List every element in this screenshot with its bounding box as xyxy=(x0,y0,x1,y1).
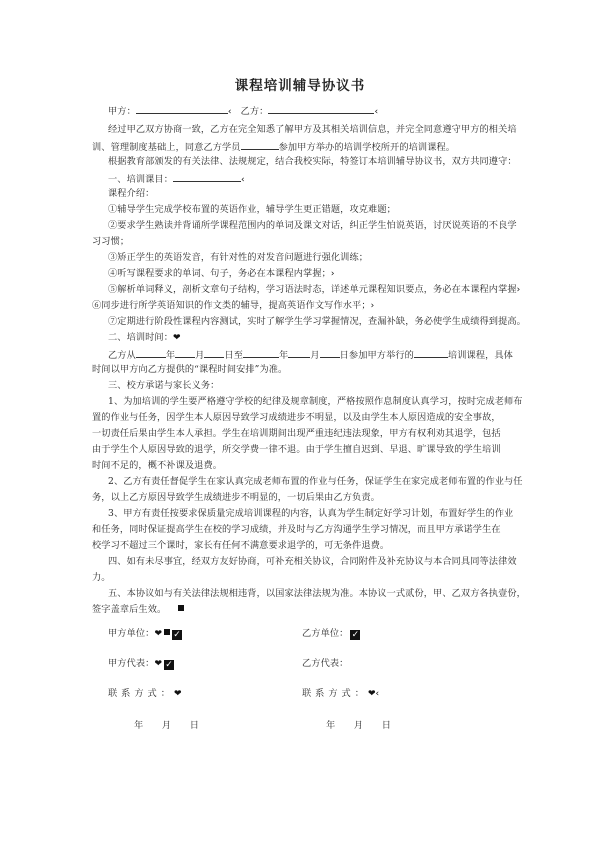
sign-a-rep-line xyxy=(108,658,174,670)
clause-2-line-2: 务，以上乙方原因导致学生成绩进步不明显的，一切后果由乙方负责。 xyxy=(92,492,380,503)
course-name-field[interactable] xyxy=(414,348,448,358)
course-item-4-line xyxy=(108,268,335,280)
course-intro-heading: 课程介绍： xyxy=(108,188,155,199)
clause-1-line-5: 时间不足的，概不补课及退费。 xyxy=(92,460,223,471)
sign-a-contact-label: 联系方式： xyxy=(108,688,174,699)
chevron-left-icon: ‹ xyxy=(374,107,379,117)
intro-line-2a: 训、管理制度基础上，同意乙方学员 xyxy=(92,142,241,153)
square-icon xyxy=(178,605,184,611)
time-text-course: 培训课程，具体 xyxy=(447,350,513,361)
section-2-heading: 二、培训时间： xyxy=(108,332,174,343)
date-b: 年 月 日 xyxy=(326,720,392,731)
heart-icon: ❤ xyxy=(367,689,376,699)
sign-b-rep-line xyxy=(302,658,348,670)
course-item-2a: ②要求学生熟读并背诵所学课程范围内的单词及课文对话，纠正学生怕说英语，讨厌说英语的不良学 xyxy=(108,220,517,231)
time-text-month: 月 xyxy=(195,350,205,361)
section-1-heading: 一、培训课目： xyxy=(108,174,174,185)
sign-b-contact-label: 联系方式： xyxy=(302,688,368,699)
intro-line-1: 经过甲乙双方协商一致，乙方在完全知悉了解甲方及其相关培训信息，并完全同意遵守甲方的相关培 xyxy=(108,124,517,135)
clause-3-line-3: 校学习不超过三个课时，家长有任何不满意要求退学的，可无条件退费。 xyxy=(92,540,390,551)
intro-line-2 xyxy=(92,140,455,154)
heart-icon: ❤ xyxy=(173,689,182,699)
clause-1-line-2: 置的作业与任务，因学生本人原因导致学习成绩进步不明显，以及由学生本人原因造成的安全事故， xyxy=(92,412,501,423)
party-b-label: 乙方： xyxy=(240,106,269,117)
sign-b-contact-line xyxy=(302,688,379,700)
sign-b-unit-label: 乙方单位： xyxy=(302,628,349,639)
course-item-5: ⑤解析单词释义，剖析文章句子结构，学习语法时态，详述单元课程知识要点，务必在本课程内掌握 xyxy=(108,284,517,295)
clause-3-line-1: 3、甲方有责任按要求保质量完成培训课程的内容，认真为学生制定好学习计划，布置好学生的作业 xyxy=(108,508,514,519)
heart-icon: ❤ xyxy=(154,659,163,669)
date-a: 年 月 日 xyxy=(134,720,200,731)
sign-a-contact-line xyxy=(108,688,181,700)
heart-icon: ❤ xyxy=(154,629,163,639)
chevron-right-icon: › xyxy=(516,285,521,295)
time-text-month-2: 月 xyxy=(310,350,320,361)
chevron-left-icon: ‹ xyxy=(241,175,245,185)
course-subject-field[interactable] xyxy=(173,172,241,182)
check-icon[interactable]: ✓ xyxy=(173,630,181,640)
course-item-2b: 习习惯； xyxy=(92,236,130,247)
square-icon xyxy=(164,629,170,635)
end-month-field[interactable] xyxy=(288,348,310,358)
sign-a-unit-line xyxy=(108,628,182,640)
course-item-1: ①辅导学生完成学校布置的英语作业，辅导学生更正错题，攻克难题； xyxy=(108,204,396,215)
time-text-year: 年 xyxy=(165,350,176,361)
start-month-field[interactable] xyxy=(175,348,195,358)
section-4-line-2: 力。 xyxy=(92,572,111,583)
party-a-label: 甲方： xyxy=(108,106,136,117)
section-5-line-1: 五、本协议如与有关法律法规相违背，以国家法律法规为准。本协议一式贰份，甲、乙双方各执壹份， xyxy=(108,588,526,599)
time-text-from: 乙方从 xyxy=(108,350,136,361)
sign-a-unit-label: 甲方单位： xyxy=(108,628,155,639)
time-text-to: 日至 xyxy=(224,350,244,361)
document-title: 课程培训辅导协议书 xyxy=(234,78,366,94)
end-day-field[interactable] xyxy=(320,348,340,358)
course-item-3: ③矫正学生的英语发音，有针对性的对发音问题进行强化训练； xyxy=(108,252,369,263)
start-year-field[interactable] xyxy=(136,348,166,358)
end-year-field[interactable] xyxy=(243,348,279,358)
section-5-line-2 xyxy=(92,604,184,616)
chevron-right-icon: › xyxy=(370,301,375,311)
course-item-6: ⑥同步进行所学英语知识的作文类的辅导，提高英语作文写作水平； xyxy=(92,300,371,311)
sign-b-unit-line xyxy=(302,628,360,640)
course-item-7: ⑦定期进行阶段性课程内容测试，实时了解学生学习掌握情况，查漏补缺，务必使学生成绩得到提高。 xyxy=(108,316,526,327)
student-name-field[interactable] xyxy=(241,140,279,150)
chevron-left-icon: ‹ xyxy=(227,107,232,117)
section-3-heading: 三、校方承诺与家长义务： xyxy=(108,380,220,391)
clause-1-line-3: 一切责任后果由学生本人承担。学生在培训期间出现严重违纪违法现象，甲方有权利劝其退学，包括 xyxy=(92,428,501,439)
party-a-field[interactable] xyxy=(136,104,228,114)
course-item-6-line xyxy=(92,300,374,312)
chevron-right-icon: › xyxy=(330,269,335,279)
clause-1-line-4: 由于学生个人原因导致的退学，所交学费一律不退。由于学生擅自迟到、早退、旷课导致的学生培训 xyxy=(92,444,501,455)
section-5-text: 签字盖章后生效。 xyxy=(92,604,167,615)
section-2-line xyxy=(108,332,181,344)
time-text-year-2: 年 xyxy=(279,350,289,361)
clause-2-line-1: 2、乙方有责任督促学生在家认真完成老师布置的作业与任务，保证学生在家完成老师布置的作业与任 xyxy=(108,476,523,487)
intro-line-2b: 参加甲方举办的培训学校所开的培训课程。 xyxy=(278,142,456,153)
check-icon[interactable]: ✓ xyxy=(165,660,173,670)
course-item-4: ④听写课程要求的单词、句子，务必在本课程内掌握； xyxy=(108,268,331,279)
clause-3-line-2: 和任务，同时保证提高学生在校的学习成绩，并及时与乙方沟通学生学习情况，而且甲方承诺学生在 xyxy=(92,524,501,535)
heart-icon: ❤ xyxy=(173,333,181,343)
time-line-1 xyxy=(108,348,513,362)
party-b-field[interactable] xyxy=(268,104,374,114)
sign-b-rep-label: 乙方代表： xyxy=(302,658,349,669)
check-icon[interactable]: ✓ xyxy=(351,630,360,640)
time-text-join: 日参加甲方举行的 xyxy=(339,350,414,361)
start-day-field[interactable] xyxy=(204,348,224,358)
section-4-line-1: 四、如有未尽事宜，经双方友好协商，可补充相关协议，合同附件及补充协议与本合同具同等法律效 xyxy=(108,556,517,567)
sign-a-rep-label: 甲方代表： xyxy=(108,658,155,669)
parties-line xyxy=(108,104,378,118)
section-1-line xyxy=(108,172,245,186)
course-item-5-line xyxy=(108,284,520,296)
time-line-2: 时间以甲方向乙方提供的“课程时间安排”为准。 xyxy=(92,364,288,375)
intro-line-3: 根据教育部颁发的有关法律、法规规定，结合我校实际，特签订本培训辅导协议书，双方共同遵守： xyxy=(108,156,517,167)
clause-1-line-1: 1、为加培训的学生要严格遵守学校的纪律及规章制度，严格按照作息制度认真学习，按时完成老师布 xyxy=(108,396,523,407)
chevron-left-icon: ‹ xyxy=(375,689,380,699)
